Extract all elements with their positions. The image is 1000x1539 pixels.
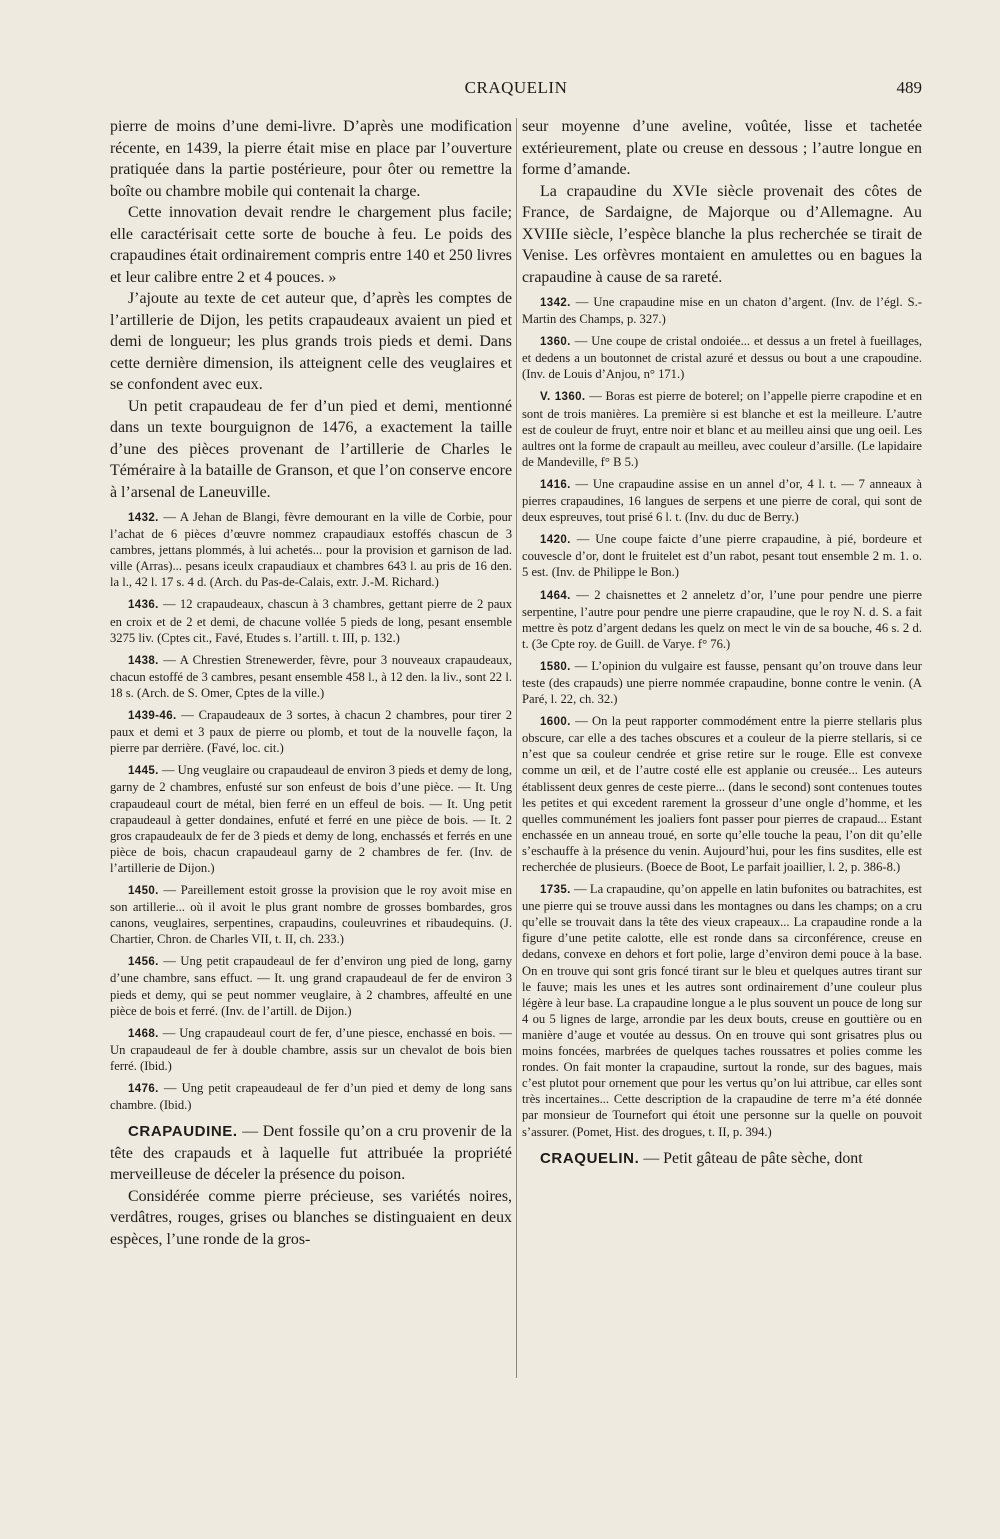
paragraph-text: — A Jehan de Blangi, fèvre demourant en la ville de Corbie, pour l’achat de 6 pièces d’œuvre nommez crapaudiaux estoffés chascun de 3 cambres, jettans plommés, à lui achetés... pour la provision et garnison de lad. ville (Arras)... pesans iceulx crapaudiaux et chambres 643 l. au pris de 16 den. la l., 42 l. 17 s. 4 d. (Arch. du Pas-de-Calais, extr. J.-M. Richard.) bbox=[110, 510, 512, 590]
paragraph-text: seur moyenne d’une aveline, voûtée, lisse et tachetée extérieurement, plate ou creuse en dessous ; l’autre longue en forme d’amande. bbox=[522, 118, 922, 178]
citation-year: 1464. bbox=[540, 589, 571, 602]
paragraph-text: — Dent fossile qu’on a cru provenir de la tête des crapauds et à laquelle fut attribuée la propriété merveilleuse de déceler la présence du poison. bbox=[110, 1123, 512, 1184]
paragraph-text: — Une crapaudine assise en un annel d’or, 4 l. t. — 7 anneaux à pierres crapaudines, 16 langues de serpens et une pierre de coral, qui sont de deux espreuves, tout prisé 6 l. t. (Inv. du duc de Berry.) bbox=[522, 476, 922, 525]
paragraph-text: — Petit gâteau de pâte sèche, dont bbox=[639, 1149, 863, 1167]
paragraph bbox=[110, 1186, 512, 1251]
paragraph-text: — On la peut rapporter commodément entre la pierre stellaris plus obscure, car elle a des taches obscures et a couleur de la pierre stellaris, si ce n’est que sa couleur cendrée et grise retire sur le rouge. Elle est convexe comme un œil, et de l’autre costé elle est applanie ou creusée... Les auteurs établissent deux genres de ceste pierre... (dans le second) sont contenues toutes les petites et qui excedent rarement la grosseur d’une ongle d’homme, et les quelles communément les joaliers font passer pour pierres de crapaud... Estant enchassée en un anneau troué, en sorte qu’elle touche la peau, l’on dit qu’elle s’eschauffe à la présence du venin. Aujourd’hui, pour les fins susdites, elle est recherchée de plusieurs. (Boece de Boot, Le parfait joaillier, l. 2, p. 386-8.) bbox=[522, 714, 922, 874]
paragraph bbox=[110, 288, 512, 396]
paragraph-text: pierre de moins d’une demi-livre. D’après une modification récente, en 1439, la pierre était mise en place par l’ouverture pratiquée dans la partie postérieure, pour ôter ou remettre la boîte ou chambre mobile qui contenait la charge. bbox=[110, 118, 512, 200]
dated-citation bbox=[110, 707, 512, 756]
paragraph-text: — Ung petit crapaudeaul de fer d’environ ung pied de long, garny d’une chambre, sans effuct. — It. ung grand crapaudeaul de fer de environ 3 pieds et demy, qui se peut nommer veuglaire, à 2 chambres, affeulté en une pièce de bois et ferré. (Inv. de l’artill. de Dijon.) bbox=[110, 954, 512, 1018]
paragraph-text: — La crapaudine, qu’on appelle en latin bufonites ou batrachites, est une pierre qui se trouve aussi dans les montagnes ou dans les champs; on a cru qu’elle se trouvait dans la tête des vieux crapeaux... La crapaudine ronde a la figure d’une petite calotte, elle est ronde dans sa circonférence, creuse en dedans, convexe en dehors et fort polie, large d’environ demi pouce à la base. On en trouve qui sont gris foncé tirant sur le bleu et quelques autres tirant sur le fauve; mais les unes et les autres sont ordinairement d’une couleur plus légère à leur base. La crapaudine longue a le plus souvent un pouce de long sur 4 ou 5 lignes de large, arrondie par les deux bouts, creuse en gouttière ou en manière d’auge et voutée au dessus. On en trouve qui sont grisatres plus ou moins foncées, marbrées de quelques taches roussatres et polies comme les rondes. On fait monter la crapaudine, surtout la ronde, sur des bagues, mais c’est plutot pour ornement que pour les vertus qu’on lui attribue, car elles sont très incertaines... Cette description de la crapaudine de terre m’a été donnée par monsieur de Tournefort qui étoit une personne sur la quelle on pouvoit s’assurer. (Pomet, Hist. des drogues, t. II, p. 394.) bbox=[522, 882, 922, 1139]
paragraph-text: — Une coupe de cristal ondoiée... et dessus a un fretel à fueillages, et dedens a un boutonnet de cristal azuré et dessus ou bout a une crapoudine. (Inv. de Louis d’Anjou, n° 171.) bbox=[522, 334, 922, 382]
dated-citation bbox=[110, 596, 512, 645]
paragraph-text: Un petit crapaudeau de fer d’un pied et demi, mentionné dans un texte bourguignon de 1476, a exactement la taille d’une des pièces provenant de l’artillerie de Charles le Téméraire à la bataille de Granson, et que l’on conserve encore à l’arsenal de Laneuville. bbox=[110, 397, 512, 501]
paragraph-text: — Une crapaudine mise en un chaton d’argent. (Inv. de l’égl. S.-Martin des Champs, p. 327.) bbox=[522, 295, 922, 327]
dated-citation bbox=[522, 476, 922, 525]
citation-year: 1450. bbox=[128, 884, 159, 897]
citation-year: 1445. bbox=[128, 765, 159, 778]
citation-year: 1735. bbox=[540, 884, 571, 897]
citation-year: 1468. bbox=[128, 1027, 159, 1040]
dated-citation bbox=[522, 388, 922, 469]
paragraph-text: — Crapaudeaux de 3 sortes, à chacun 2 chambres, pour tirer 2 paux et demi et 3 paux de pierre ou plomb, et tout de la nouvelle façon, la pierre par derrière. (Favé, loc. cit.) bbox=[110, 708, 512, 756]
dated-citation bbox=[110, 1080, 512, 1113]
paragraph-text: — Ung veuglaire ou crapaudeaul de environ 3 pieds et demy de long, garny de 2 chambres, enfusté sur son enfeust de bois d’une pièce. — It. Ung crapaudeaul court de métal, bien ferré en un effeul de bois. — It. Ung petit crapaudeaul à getter dondaines, enfuté et ferré en une pièce de bois. — It. 2 gros crapaudeaulx de fer de 3 pieds et demy de long, enchassés et ferrés en une pièce de bois, chacun crapaudeaul garny de 2 chambres de fer. (Inv. de l’artillerie de Dijon.) bbox=[110, 763, 512, 875]
paragraph-text: — Ung petit crapeaudeaul de fer d’un pied et demy de long sans chambre. (Ibid.) bbox=[110, 1081, 512, 1113]
citation-year: V. 1360. bbox=[540, 391, 586, 404]
page-number: 489 bbox=[896, 78, 922, 97]
dated-citation bbox=[522, 658, 922, 707]
dictionary-entry bbox=[110, 1121, 512, 1186]
paragraph-text: — Pareillement estoit grosse la provision que le roy avoit mise en son artillerie... où il avoit le plus grant nombre de grosses bombardes, gros canons, veuglaires, serpentines, crapaudins, couleuvrines et ribaudequins. (J. Chartier, Chron. de Charles VII, t. II, ch. 233.) bbox=[110, 882, 512, 947]
page-header bbox=[110, 78, 922, 100]
paragraph bbox=[110, 396, 512, 504]
dictionary-entry bbox=[522, 1148, 922, 1170]
paragraph-text: — 12 crapaudeaux, chascun à 3 chambres, gettant pierre de 2 paux en croix et de 2 et demi, de chacune vollée 5 pieds de long, pesant ensemble 3275 liv. (Cptes cit., Favé, Etudes s. l’artill. t. III, p. 132.) bbox=[110, 597, 512, 645]
dated-citation bbox=[522, 713, 922, 875]
paragraph-text: — Boras est pierre de boterel; on l’appelle pierre crapodine et en sont de trois manières. La première si est blanche et est la meilleure. L’autre est de couleur de fruyt, entre noir et blanc et au meilleu ainsi que ung oeil. Les aultres ont la forme de crapault au meilleu, avec couleur d’arsille. (Le lapidaire de Mandeville, f° B 5.) bbox=[522, 389, 922, 469]
right-column bbox=[522, 116, 922, 1169]
left-column bbox=[110, 116, 512, 1250]
citation-year: 1360. bbox=[540, 336, 571, 349]
paragraph-text: — A Chrestien Strenewerder, fèvre, pour 3 nouveaux crapaudeaux, chacun estoffé de 3 cambres, pesant ensemble 458 l., à 12 den. la liv., sont 22 l. 18 s. (Arch. de S. Omer, Cptes de la ville.) bbox=[110, 652, 512, 700]
dated-citation bbox=[110, 652, 512, 701]
dated-citation bbox=[522, 333, 922, 382]
citation-year: 1456. bbox=[128, 956, 159, 969]
dated-citation bbox=[110, 762, 512, 876]
citation-year: 1436. bbox=[128, 599, 159, 612]
citation-year: 1476. bbox=[128, 1083, 159, 1095]
dated-citation bbox=[110, 882, 512, 947]
paragraph bbox=[522, 181, 922, 289]
citation-year: 1600. bbox=[540, 716, 571, 729]
paragraph-text: — Ung crapaudeaul court de fer, d’une piesce, enchassé en bois. — Un crapaudeaul de fer à double chambre, assis sur un chevalot de bois bien ferré. (Ibid.) bbox=[110, 1025, 512, 1073]
citation-year: 1580. bbox=[540, 660, 571, 673]
running-title: CRAQUELIN bbox=[464, 78, 568, 97]
dated-citation bbox=[522, 587, 922, 652]
dated-citation bbox=[110, 509, 512, 590]
entry-headword: CRAPAUDINE. bbox=[128, 1123, 238, 1141]
column-divider bbox=[516, 118, 517, 1378]
citation-year: 1432. bbox=[128, 512, 159, 524]
paragraph-text: La crapaudine du XVIe siècle provenait des côtes de France, de Sardaigne, de Majorque ou d’Allemagne. Au XVIIIe siècle, l’espèce blanche la plus recherchée se tirait de Venise. Les orfèvres montaient en amulettes ou en bagues la crapaudine à cause de sa rareté. bbox=[522, 182, 922, 286]
paragraph-text: — 2 chaisnettes et 2 anneletz d’or, l’une pour pendre une pierre serpentine, l’autre pour pendre une pierre crapaudine, que le roy N. d. S. a fait mettre ès potz d’argent dedans les quelz on mect le vin de sa bouche, 46 s. 2 d. t. (3e Cpte roy. de Guill. de Varye. f° 76.) bbox=[522, 587, 922, 651]
citation-year: 1342. bbox=[540, 297, 571, 309]
citation-year: 1420. bbox=[540, 534, 571, 547]
dated-citation bbox=[522, 881, 922, 1140]
dated-citation bbox=[522, 531, 922, 580]
paragraph bbox=[110, 202, 512, 288]
paragraph bbox=[522, 116, 922, 181]
paragraph-text: — L’opinion du vulgaire est fausse, pensant qu’on trouve dans leur teste (des crapauds) une pierre nommée crapaudine, bonne contre le venin. (A Paré, l. 22, ch. 32.) bbox=[522, 658, 922, 707]
citation-year: 1438. bbox=[128, 654, 159, 667]
paragraph-text: — Une coupe faicte d’une pierre crapaudine, à pié, bordeure et couvescle d’or, dont le fruitelet est d’un rabot, pesant tout ensemble 2 m. 1. o. 5 est. (Inv. de Philippe le Bon.) bbox=[522, 532, 922, 580]
dated-citation bbox=[522, 294, 922, 327]
dated-citation bbox=[110, 1025, 512, 1074]
paragraph-text: J’ajoute au texte de cet auteur que, d’après les comptes de l’artillerie de Dijon, les petits crapaudeaux avaient un pied et demi de longueur; les plus grands trois pieds et demi. Dans cette dernière dimension, ils atteignent celle des veuglaires et se confondent avec eux. bbox=[110, 290, 512, 393]
paragraph-text: Cette innovation devait rendre le chargement plus facile; elle caractérisait cette sorte de bouche à feu. Le poids des crapaudines était ordinairement compris entre 140 et 250 livres et leur calibre entre 2 et 4 pouces. » bbox=[110, 204, 512, 286]
citation-year: 1439-46. bbox=[128, 710, 177, 723]
paragraph bbox=[110, 116, 512, 202]
citation-year: 1416. bbox=[540, 478, 571, 491]
entry-headword: CRAQUELIN. bbox=[540, 1149, 640, 1167]
dated-citation bbox=[110, 953, 512, 1018]
paragraph-text: Considérée comme pierre précieuse, ses variétés noires, verdâtres, rouges, grises ou blanches se distinguaient en deux espèces, l’une ronde de la gros- bbox=[110, 1187, 512, 1248]
